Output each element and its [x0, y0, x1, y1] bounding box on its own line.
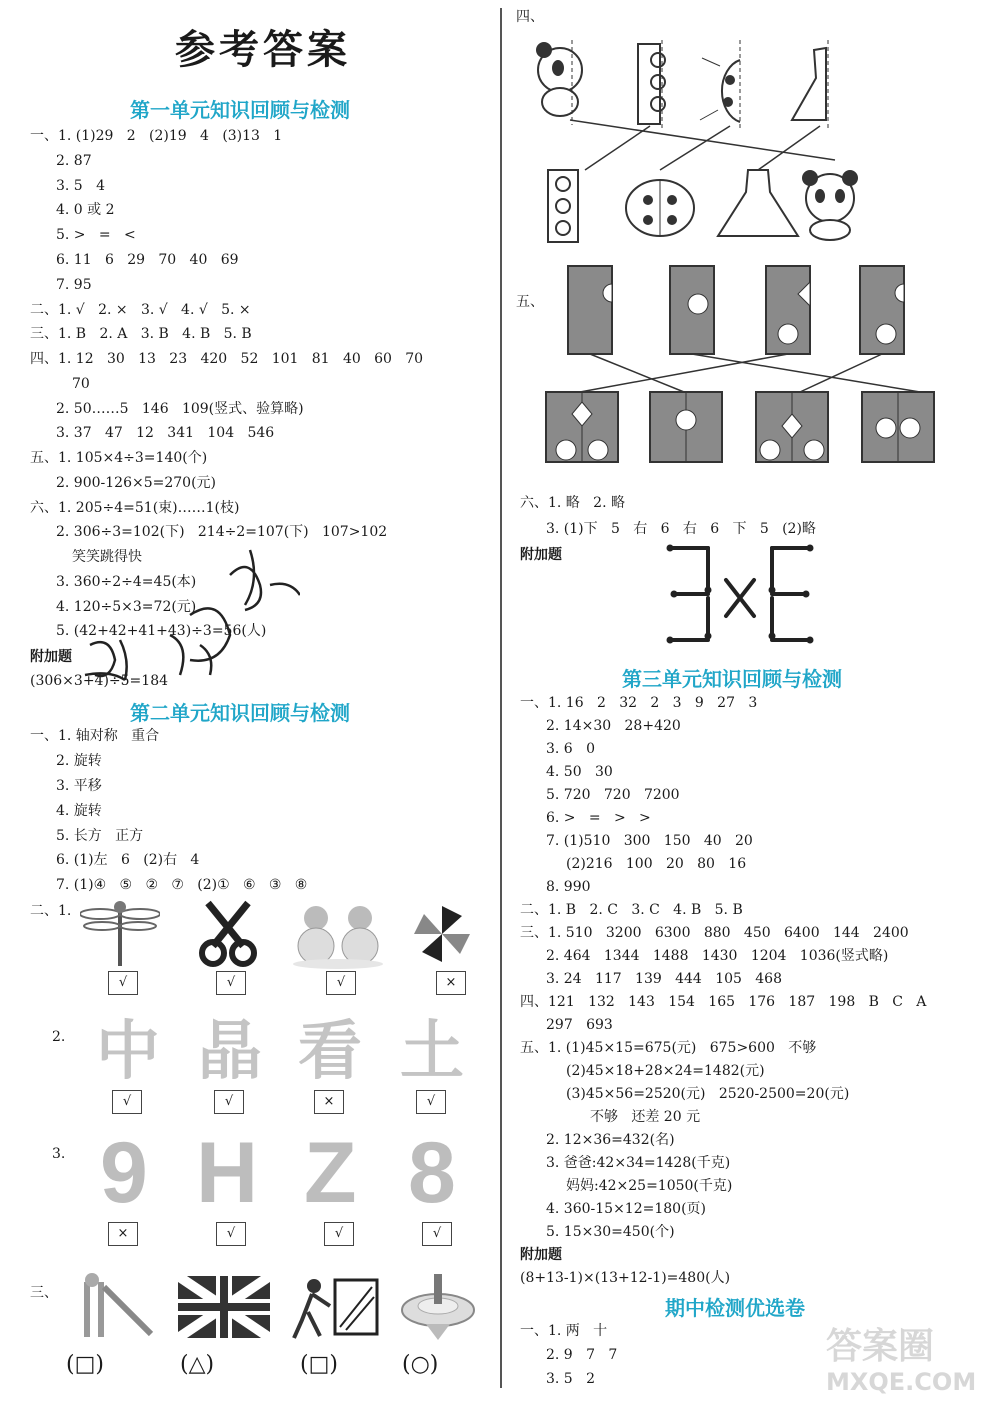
symmetry-matching-figure — [530, 30, 860, 250]
answer-line: 4. 0 或 2 — [56, 202, 115, 218]
question-label: 3. — [52, 1146, 66, 1162]
answer-line: 297 693 — [546, 1017, 613, 1033]
traffic-light-icon — [548, 170, 578, 242]
pinwheel-icon — [412, 904, 472, 964]
answer-line: 7. 95 — [56, 277, 92, 293]
answer-check-box: √ — [324, 1222, 354, 1246]
watermark-logo: 答案圈 — [826, 1326, 935, 1367]
answer-line: 四、1. 12 30 13 23 420 52 101 81 40 60 70 — [30, 351, 424, 367]
answer-line: 3. 平移 — [56, 778, 102, 794]
answer-line: 7. (1)510 300 150 40 20 — [546, 833, 753, 849]
column-divider — [500, 8, 502, 1388]
unit3-heading: 第三单元知识回顾与检测 — [622, 667, 842, 691]
union-jack-flag-icon — [178, 1276, 270, 1338]
answer-line: (3)45×56=2520(元) 2520-2500=20(元) — [566, 1086, 850, 1102]
answer-line: 3. 爸爸:42×34=1428(千克) — [546, 1155, 731, 1171]
unit2-heading: 第二单元知识回顾与检测 — [130, 701, 350, 725]
shape-answer: (○) — [402, 1352, 439, 1377]
half-dress-icon — [792, 40, 828, 128]
answer-line: 2. 306÷3=102(下) 214÷2=107(下) 107>102 — [56, 524, 388, 540]
answer-check-box: √ — [422, 1222, 452, 1246]
half-card-icon — [670, 266, 714, 354]
answer-line: 2. 87 — [56, 153, 92, 169]
answer-line: 2. 9 7 7 — [546, 1347, 618, 1363]
answer-line: 3. 24 117 139 444 105 468 — [546, 971, 782, 987]
scissors-icon — [198, 898, 258, 970]
answer-line: 三、1. B 2. A 3. B 4. B 5. B — [30, 326, 252, 342]
answer-check-box: √ — [108, 971, 138, 995]
section-label: 二、1. — [30, 903, 72, 919]
answer-check-box: √ — [416, 1090, 446, 1114]
answer-line: (2)216 100 20 80 16 — [566, 856, 747, 872]
slide-icon — [66, 1272, 158, 1344]
page-title: 参考答案 — [175, 26, 351, 73]
dress-icon — [718, 170, 798, 236]
answer-line: 5. (42+42+41+43)÷3=56(人) — [56, 623, 267, 639]
ladybug-icon — [626, 180, 694, 236]
spinning-top-icon — [398, 1272, 478, 1344]
answer-line: 3. 6 0 — [546, 741, 595, 757]
answer-line: 5. 15×30=450(个) — [546, 1224, 675, 1240]
answer-line: 2. 50……5 146 109(竖式、验算略) — [56, 401, 304, 417]
answer-line: 2. 464 1344 1488 1430 1204 1036(竖式略) — [546, 948, 889, 964]
answer-line: 2. 旋转 — [56, 753, 102, 769]
answer-line: 六、1. 略 2. 略 — [520, 495, 625, 511]
half-card-icon — [568, 266, 612, 354]
matchstick-puzzle-figure — [660, 540, 820, 650]
handwriting-scribble — [80, 545, 300, 695]
shape-answer: (□) — [66, 1352, 104, 1377]
full-card-icon — [756, 392, 828, 462]
answer-line: 6. (1)左 6 (2)右 4 — [56, 852, 200, 868]
grey-character: 看 — [298, 1015, 362, 1089]
section-label: 五、 — [516, 294, 544, 310]
half-card-icon — [766, 266, 810, 354]
shape-answer: (△) — [180, 1352, 215, 1377]
answer-line: 5. 720 720 7200 — [546, 787, 680, 803]
answer-check-box: √ — [216, 971, 246, 995]
grey-character: 9 — [100, 1125, 148, 1221]
half-ladybug-icon — [700, 40, 740, 128]
answer-line: 2. 900-126×5=270(元) — [56, 475, 216, 491]
full-card-icon — [546, 392, 618, 462]
answer-check-box: √ — [326, 971, 356, 995]
answer-line: 5. > = < — [56, 227, 136, 243]
answer-line: 6. 11 6 29 70 40 69 — [56, 252, 239, 268]
answer-check-box: × — [108, 1222, 138, 1246]
answer-line: 3. 37 47 12 341 104 546 — [56, 425, 275, 441]
bonus-answer: (8+13-1)×(13+12-1)=480(人) — [520, 1270, 731, 1286]
answer-line: 笑笑跳得快 — [72, 549, 142, 565]
answer-line: 6. > = > > — [546, 810, 651, 826]
question-label: 2. — [52, 1029, 66, 1045]
unit1-heading: 第一单元知识回顾与检测 — [130, 98, 350, 122]
answer-line: 2. 14×30 28+420 — [546, 718, 681, 734]
answer-check-box: √ — [214, 1090, 244, 1114]
answer-check-box: × — [436, 971, 466, 995]
answer-line: 7. (1)④ ⑤ ② ⑦ (2)① ⑥ ③ ⑧ — [56, 877, 308, 893]
answer-line: 五、1. 105×4÷3=140(个) — [30, 450, 208, 466]
bonus-label: 附加题 — [30, 649, 72, 665]
answer-line: 3. 5 2 — [546, 1371, 595, 1387]
full-card-icon — [650, 392, 722, 462]
answer-line: 4. 120÷5×3=72(元) — [56, 599, 197, 615]
answer-line: 二、1. √ 2. × 3. √ 4. √ 5. × — [30, 302, 251, 318]
answer-check-box: √ — [112, 1090, 142, 1114]
section-label: 三、 — [30, 1285, 58, 1301]
answer-line: 3. 360÷2÷4=45(本) — [56, 574, 197, 590]
answer-line: 3. 5 4 — [56, 178, 105, 194]
answer-line: 4. 360-15×12=180(页) — [546, 1201, 706, 1217]
answer-line: 2. 12×36=432(名) — [546, 1132, 675, 1148]
answer-line: 8. 990 — [546, 879, 591, 895]
ducks-icon — [288, 898, 388, 970]
watermark-url: MXQE.COM — [826, 1368, 977, 1396]
dragonfly-icon — [80, 898, 160, 970]
answer-line: 三、1. 510 3200 6300 880 450 6400 144 2400 — [520, 925, 909, 941]
grey-character: Z — [304, 1125, 357, 1221]
answer-line: 一、1. (1)29 2 (2)19 4 (3)13 1 — [30, 128, 283, 144]
answer-line: 4. 50 30 — [546, 764, 613, 780]
shape-answer: (□) — [300, 1352, 338, 1377]
answer-line: 一、1. 两 十 — [520, 1323, 608, 1339]
answer-line: 不够 还差 20 元 — [590, 1109, 701, 1125]
grey-character: 8 — [408, 1125, 456, 1221]
grey-character: 土 — [400, 1015, 464, 1089]
section-label: 四、 — [516, 9, 544, 25]
worker-pushing-box-icon — [290, 1272, 382, 1344]
answer-line: 5. 长方 正方 — [56, 828, 144, 844]
bonus-label: 附加题 — [520, 547, 562, 563]
answer-line: 二、1. B 2. C 3. C 4. B 5. B — [520, 902, 743, 918]
answer-line: 一、1. 16 2 32 2 3 9 27 3 — [520, 695, 758, 711]
answer-line: 70 — [72, 376, 90, 392]
answer-line: 六、1. 205÷4=51(束)……1(枝) — [30, 500, 240, 516]
grey-character: 晶 — [198, 1015, 262, 1089]
full-card-icon — [862, 392, 934, 462]
answer-check-box: × — [314, 1090, 344, 1114]
half-card-icon — [860, 266, 904, 354]
folding-matching-figure — [540, 262, 940, 467]
answer-line: 五、1. (1)45×15=675(元) 675>600 不够 — [520, 1040, 817, 1056]
answer-line: 四、121 132 143 154 165 176 187 198 B C A — [520, 994, 927, 1010]
grey-character: 中 — [96, 1015, 160, 1089]
bonus-answer: (306×3+4)÷5=184 — [30, 673, 169, 689]
answer-line: 妈妈:42×25=1050(千克) — [566, 1178, 733, 1194]
half-traffic-light-icon — [638, 40, 665, 128]
answer-line: 3. (1)下 5 右 6 右 6 下 5 (2)略 — [546, 521, 816, 537]
answer-line: 4. 旋转 — [56, 803, 102, 819]
midterm-heading: 期中检测优选卷 — [665, 1296, 805, 1320]
answer-check-box: √ — [216, 1222, 246, 1246]
bonus-label: 附加题 — [520, 1247, 562, 1263]
panda-icon — [802, 170, 858, 240]
answer-line: (2)45×18+28×24=1482(元) — [566, 1063, 765, 1079]
half-panda-icon — [536, 40, 582, 125]
answer-line: 一、1. 轴对称 重合 — [30, 728, 160, 744]
grey-character: H — [196, 1125, 259, 1221]
